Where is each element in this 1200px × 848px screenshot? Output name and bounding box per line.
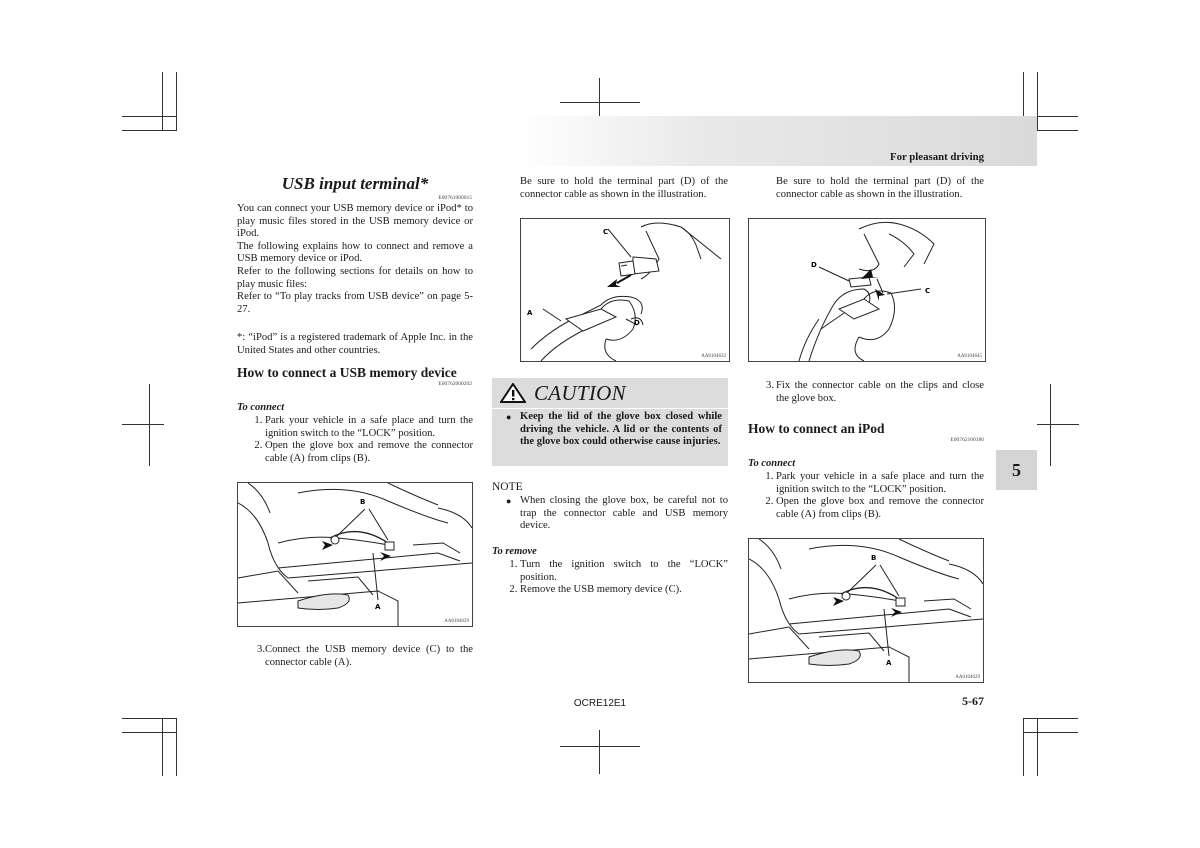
ipod-heading-code: E00762100186 [950,437,984,443]
page-title: USB input terminal* [281,174,429,193]
title-code: E00761900015 [438,195,472,201]
figure-code: AA0104629 [955,675,980,680]
footnote: *: “iPod” is a registered trademark of Apple Inc. in the United States and other countries. [237,332,473,356]
ipod-connect-steps [748,471,984,521]
step-item: 2. Remove the USB memory device (C). [520,584,728,597]
to-connect-label: To connect [237,402,285,413]
step3-text: Connect the USB memory device (C) to the connector cable (A). [265,644,473,668]
note-title: NOTE [492,481,523,493]
glovebox-illustration-ipod [748,538,984,683]
step3-text: Fix the connector cable on the clips and close the glove box. [776,380,984,404]
glovebox-illustration [237,482,473,627]
step3-block [237,644,473,669]
caution-box [492,378,728,466]
caution-item [492,409,728,449]
step3-number: 3. [257,644,265,655]
chapter-number: 5 [1012,459,1021,480]
fig-label-c: C [925,287,931,295]
step-item: 1. Turn the ignition switch to the “LOCK” position. [520,559,728,584]
hold-terminal-text: Be sure to hold the terminal part (D) of the connector cable as shown in the illustration. [520,176,728,200]
caution-text: Keep the lid of the glove box closed while driving the vehicle. A lid or the contents of the glove box could otherwise cause injuries. [520,411,722,448]
fig-label-a: A [527,309,533,317]
page-number: 5-67 [962,694,984,708]
terminal-grip-illustration [748,218,986,362]
to-remove-label: To remove [492,546,537,557]
step-item: 2. Open the glove box and remove the connector cable (A) from clips (B). [265,440,473,465]
intro-paragraph: You can connect your USB memory device or iPod* to play music files stored in the USB memory device or iPod. [237,203,473,240]
bullet-icon: ● [506,412,512,422]
fig-label-d: D [634,319,640,327]
fig-label-b: B [871,554,877,562]
caution-title: CAUTION [534,380,626,405]
fig-label-d: D [811,261,817,269]
section-title: For pleasant driving [890,151,984,163]
step-item: 1. Park your vehicle in a safe place and turn the ignition switch to the “LOCK” position. [776,471,984,496]
caution-header [492,378,728,409]
usb-heading-code: E00762000202 [438,381,472,387]
doc-code: OCRE12E1 [573,698,627,709]
figure-code: AA0104645 [957,354,982,359]
remove-steps [492,559,728,597]
fix-cable-step [748,380,984,405]
ipod-heading: How to connect an iPod [748,421,885,436]
fig-label-a: A [886,659,892,667]
connect-steps [237,415,473,465]
fig-label-c: C [603,228,609,236]
to-connect-label: To connect [748,458,796,469]
chapter-tab [996,450,1037,490]
step-item: 1. Park your vehicle in a safe place and turn the ignition switch to the “LOCK” position. [265,415,473,440]
figure-code: AA0104632 [701,354,726,359]
note-text: When closing the glove box, be careful not to trap the connector cable and USB memory device. [520,495,728,532]
usb-connect-illustration [520,218,730,362]
note-item [506,495,728,533]
bullet-icon: ● [506,496,512,506]
fig-label-a: A [375,603,381,611]
usb-heading: How to connect a USB memory device [237,365,457,380]
hold-terminal-text: Be sure to hold the terminal part (D) of the connector cable as shown in the illustration. [776,176,984,200]
fig-label-b: B [360,498,366,506]
intro-block [237,203,473,316]
intro-paragraph: Refer to “To play tracks from USB device” on page 5-27. [237,291,473,315]
figure-code: AA0104629 [444,619,469,624]
warning-icon [500,383,526,403]
step3-number: 3. [766,380,774,391]
intro-paragraph: The following explains how to connect and remove a USB memory device or iPod. [237,240,473,265]
step-item: 2. Open the glove box and remove the connector cable (A) from clips (B). [776,496,984,521]
intro-paragraph: Refer to the following sections for details on how to play music files: [237,265,473,290]
